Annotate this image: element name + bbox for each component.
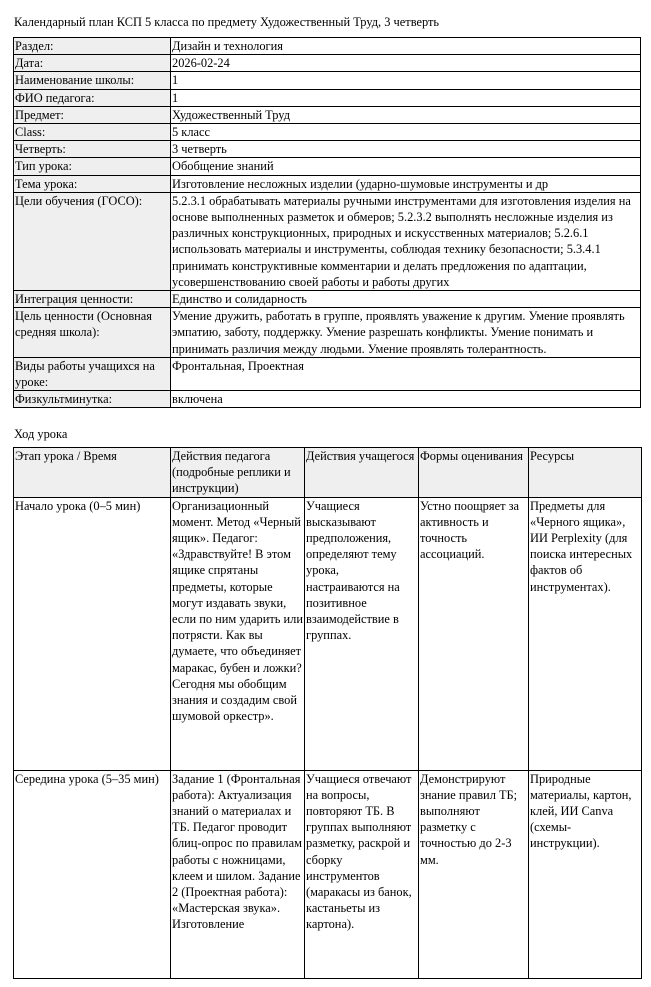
info-value: 1 bbox=[171, 89, 641, 106]
info-label: Цель ценности (Основная средняя школа): bbox=[14, 308, 171, 358]
info-label: Предмет: bbox=[14, 106, 171, 123]
info-label: Четверть: bbox=[14, 141, 171, 158]
table-row bbox=[14, 497, 642, 770]
info-row bbox=[14, 106, 641, 123]
info-row bbox=[14, 357, 641, 390]
document-title: Календарный план КСП 5 класса по предмету Художественный Труд, 3 четверть bbox=[14, 15, 440, 29]
info-row bbox=[14, 38, 641, 55]
info-value: Умение дружить, работать в группе, проявлять уважение к другим. Умение проявлять эмпатию, заботу, поддержку. Умение разрешать конфликты. Умение понимать и принимать различия между людьми. Умение проявлять толерантность. bbox=[171, 308, 641, 358]
info-value: 5.2.3.1 обрабатывать материалы ручными инструментами для изготовления изделия на основе выполненных разметок и обмеров; 5.2.3.2 выполнять несложные изделия из различных конструкционных, природных и искусственных материалов; 5.2.6.1 использовать материалы и инструменты, соблюдая технику безопасности; 5.3.4.1 принимать конструктивные комментарии и делать предложения по адаптации, усовершенствованию своей работы и работы других bbox=[171, 192, 641, 290]
header-cell: Действия педагога (подробные реплики и инструкции) bbox=[171, 448, 305, 498]
info-row bbox=[14, 55, 641, 72]
stages-header-row bbox=[14, 448, 642, 498]
teacher-actions-cell: Организационный момент. Метод «Черный ящик». Педагог: «Здравствуйте! В этом ящике спрятаны предметы, которые могут издавать звуки, если по ним ударить или потрясти. Как вы думаете, что объединяет маракас, бубен и ложки? Сегодня мы обобщим знания и создадим свой шумовой оркестр». bbox=[171, 497, 305, 770]
info-row bbox=[14, 124, 641, 141]
info-value: 2026-02-24 bbox=[171, 55, 641, 72]
cell-text: Демонстрируют знание правил ТБ; выполняют разметку с точностью до 2-3 мм. bbox=[420, 771, 518, 867]
cell-text: Середина урока (5–35 мин) bbox=[15, 771, 159, 786]
teacher-actions-cell bbox=[171, 770, 305, 978]
resources-cell: Предметы для «Черного ящика», ИИ Perplexity (для поиска интересных фактов об инструментах). bbox=[529, 497, 642, 770]
assessment-cell: Устно поощряет за активность и точность ассоциаций. bbox=[419, 497, 529, 770]
info-row bbox=[14, 175, 641, 192]
info-value: включена bbox=[171, 391, 641, 408]
info-value: Обобщение знаний bbox=[171, 158, 641, 175]
info-label: Тип урока: bbox=[14, 158, 171, 175]
info-row bbox=[14, 308, 641, 358]
info-row bbox=[14, 391, 641, 408]
lesson-stages-table bbox=[13, 447, 642, 979]
info-value: Фронтальная, Проектная bbox=[171, 357, 641, 390]
student-actions-cell bbox=[305, 770, 419, 978]
info-value: 3 четверть bbox=[171, 141, 641, 158]
stage-cell bbox=[14, 770, 171, 978]
header-cell: Ресурсы bbox=[529, 448, 642, 498]
info-value: 1 bbox=[171, 72, 641, 89]
info-label: Тема урока: bbox=[14, 175, 171, 192]
info-row bbox=[14, 192, 641, 290]
info-row bbox=[14, 291, 641, 308]
assessment-cell bbox=[419, 770, 529, 978]
info-label: Интеграция ценности: bbox=[14, 291, 171, 308]
info-value: 5 класс bbox=[171, 124, 641, 141]
cell-text: Учащиеся отвечают на вопросы, повторяют ТБ. В группах выполняют разметку, раскрой и сборку инструментов (маракасы из банок, кастаньеты из картона). bbox=[306, 771, 412, 932]
info-label: Раздел: bbox=[14, 38, 171, 55]
cell-text: Природные материалы, картон, клей, ИИ Canva (схемы-инструкции). bbox=[530, 771, 632, 851]
header-cell: Этап урока / Время bbox=[14, 448, 171, 498]
info-value: Художественный Труд bbox=[171, 106, 641, 123]
info-label: Дата: bbox=[14, 55, 171, 72]
header-cell: Действия учащегося bbox=[305, 448, 419, 498]
resources-cell bbox=[529, 770, 642, 978]
info-row bbox=[14, 141, 641, 158]
section-heading: Ход урока bbox=[14, 427, 68, 441]
header-cell: Формы оценивания bbox=[419, 448, 529, 498]
info-label: Виды работы учащихся на уроке: bbox=[14, 357, 171, 390]
info-row bbox=[14, 89, 641, 106]
info-row bbox=[14, 158, 641, 175]
cell-text: Задание 1 (Фронтальная работа): Актуализация знаний о материалах и ТБ. Педагог проводит блиц-опрос по правилам работы с ножницами, клеем и шилом. Задание 2 (Проектная работа): «Мастерская звука». Изготовление bbox=[172, 771, 302, 932]
info-label: ФИО педагога: bbox=[14, 89, 171, 106]
info-row bbox=[14, 72, 641, 89]
table-row bbox=[14, 770, 642, 978]
info-label: Физкультминутка: bbox=[14, 391, 171, 408]
info-value: Дизайн и технология bbox=[171, 38, 641, 55]
lesson-info-table bbox=[13, 37, 641, 408]
info-label: Цели обучения (ГОСО): bbox=[14, 192, 171, 290]
info-label: Наименование школы: bbox=[14, 72, 171, 89]
info-value: Изготовление несложных изделии (ударно-шумовые инструменты и др bbox=[171, 175, 641, 192]
info-label: Class: bbox=[14, 124, 171, 141]
info-value: Единство и солидарность bbox=[171, 291, 641, 308]
student-actions-cell: Учащиеся высказывают предположения, определяют тему урока, настраиваются на позитивное взаимодействие в группах. bbox=[305, 497, 419, 770]
stage-cell: Начало урока (0–5 мин) bbox=[14, 497, 171, 770]
